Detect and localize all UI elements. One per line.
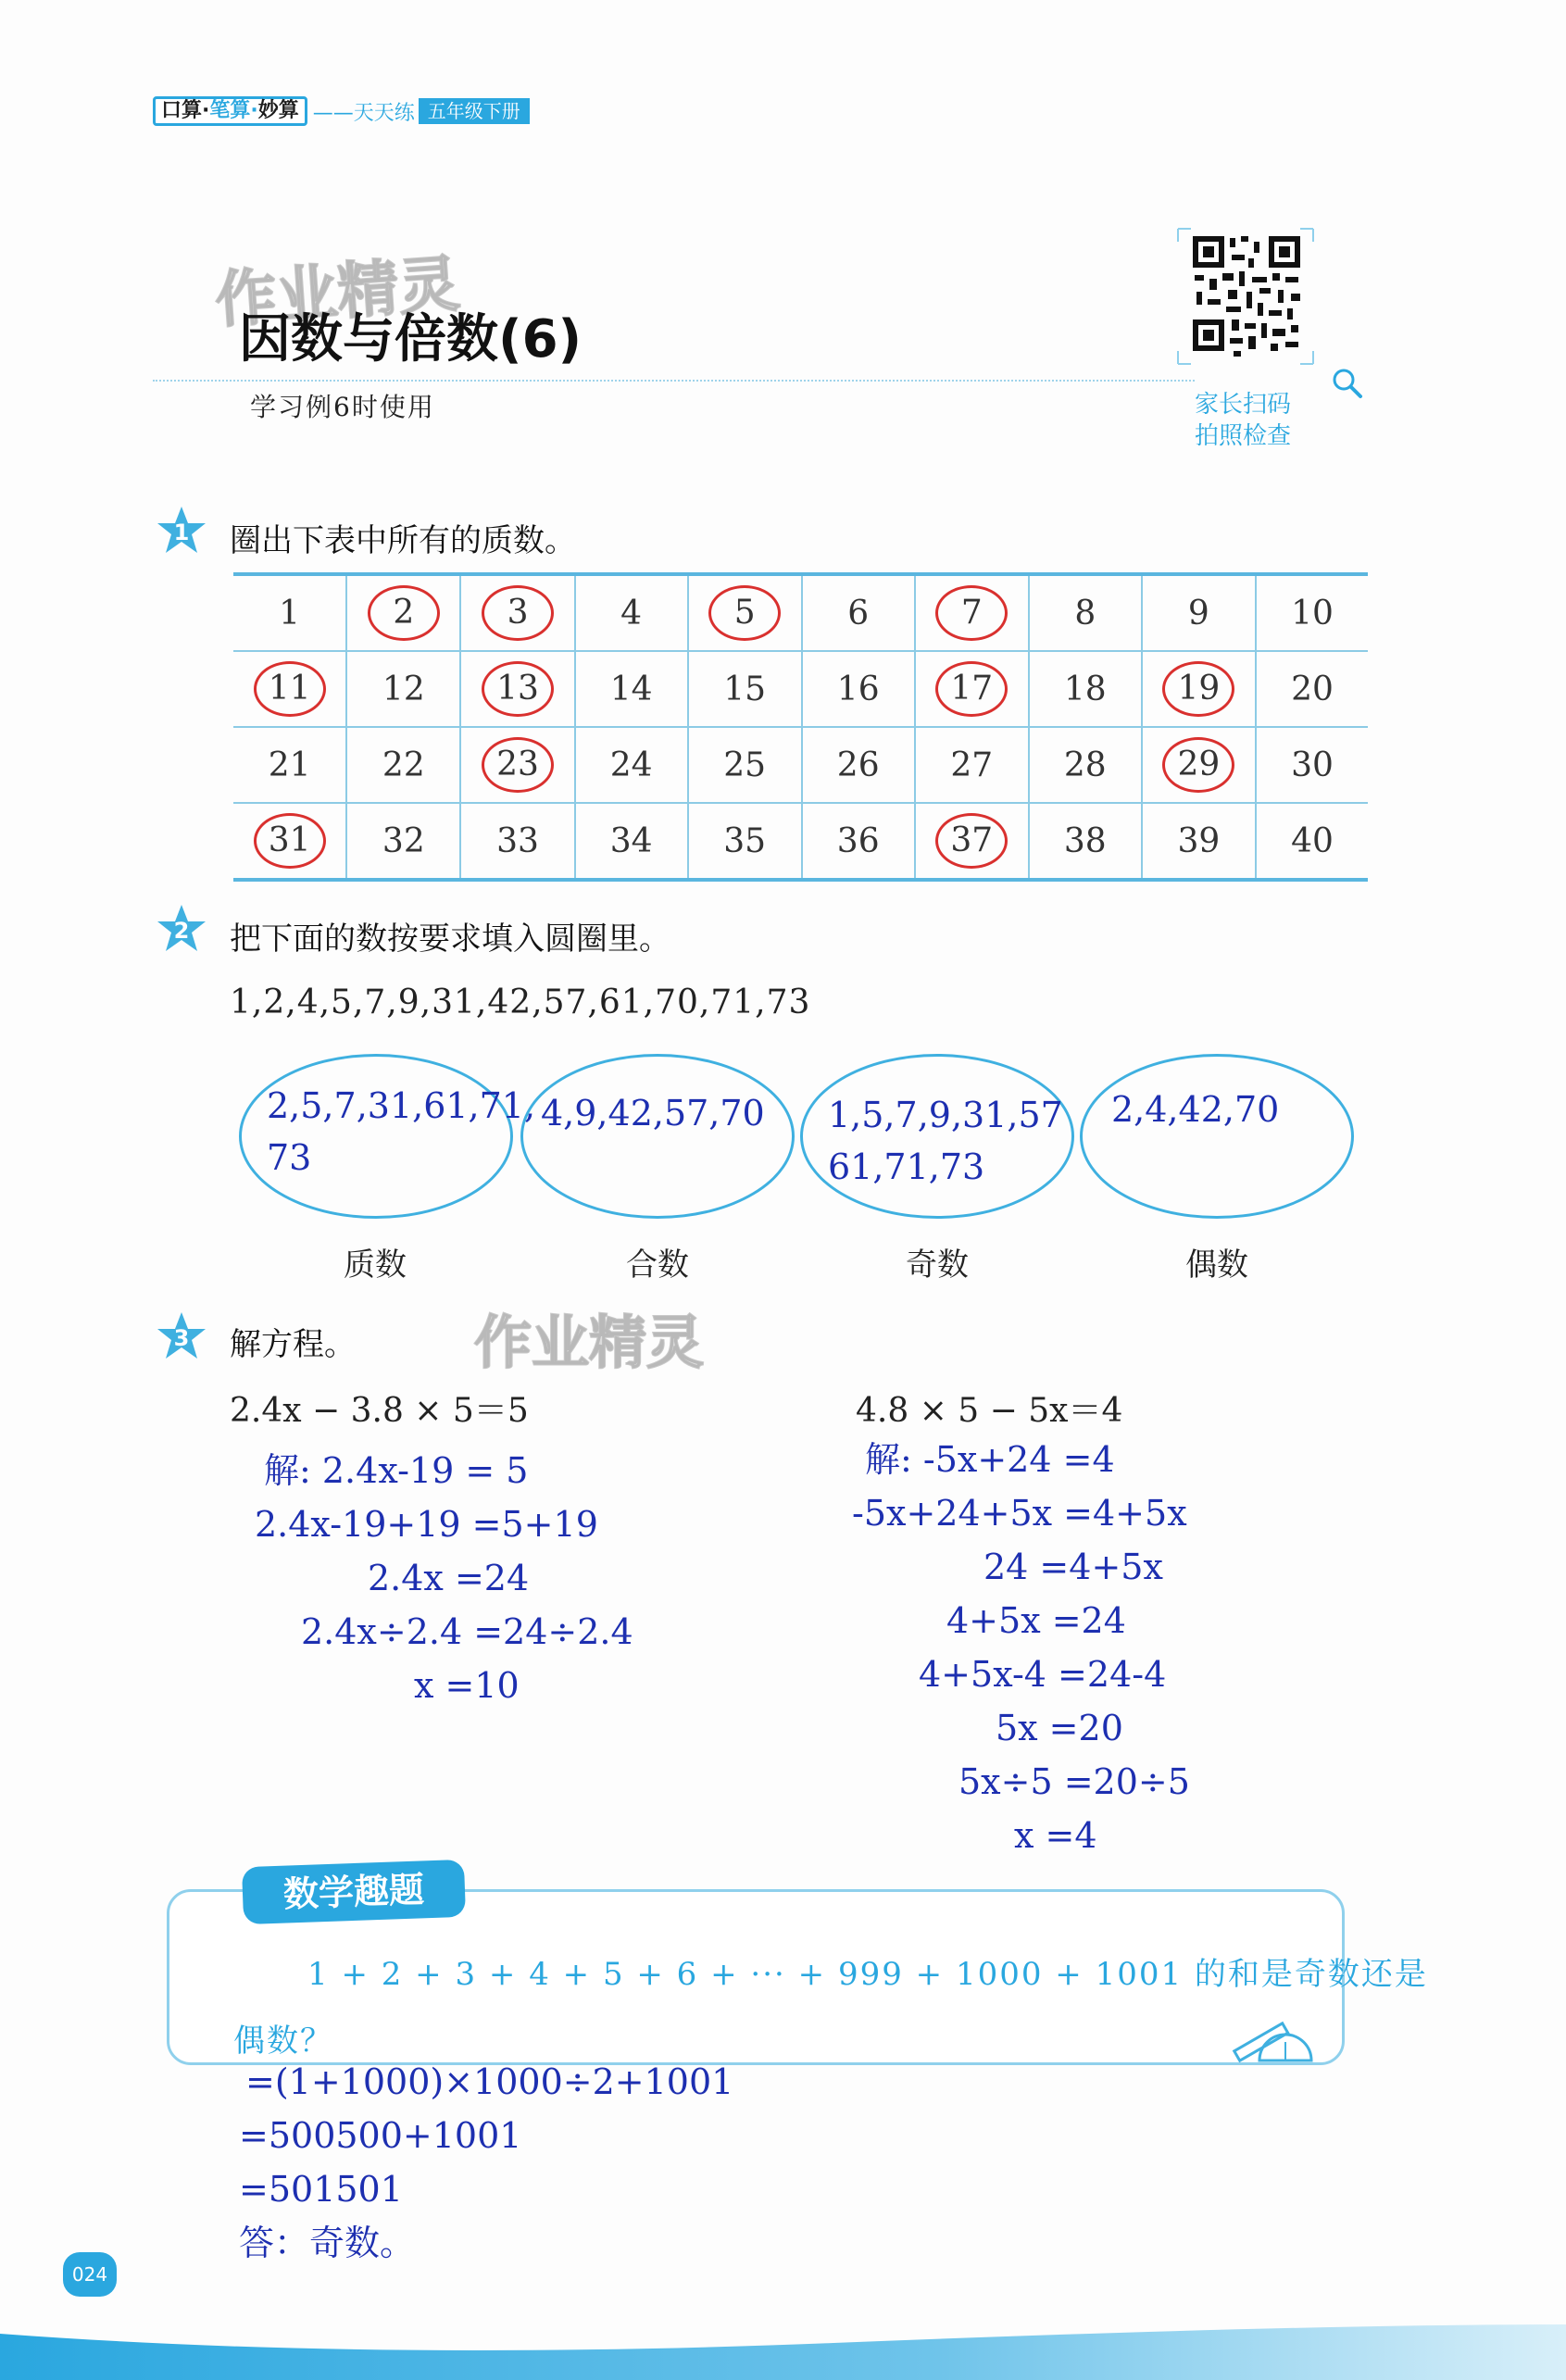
qr-code-icon[interactable] <box>1176 227 1315 366</box>
fun-answer-1: =(1+1000)×1000÷2+1001 <box>245 2061 734 2102</box>
eq2-step-6: 5x =20 <box>996 1708 1123 1748</box>
table-cell <box>802 651 915 727</box>
table-cell <box>346 727 460 803</box>
fun-answer-4: 答：奇数。 <box>239 2223 416 2263</box>
table-cell <box>575 727 688 803</box>
brand-part3: 妙算 <box>257 99 299 122</box>
table-row <box>233 803 1368 880</box>
eq1-step-1: 解: 2.4x-19 = 5 <box>264 1450 529 1491</box>
table-cell <box>688 727 802 803</box>
number-table <box>233 572 1368 882</box>
question-2-prompt: 把下面的数按要求填入圆圈里。 <box>230 921 670 958</box>
scan-line2: 拍照检查 <box>1195 422 1292 450</box>
question-2-badge-icon <box>156 903 207 955</box>
ellipse-even <box>1080 1054 1354 1219</box>
question-1-number: 1 <box>173 520 190 545</box>
cell-number: 33 <box>496 821 539 860</box>
ellipse-prime-line2: 73 <box>267 1137 312 1178</box>
table-cell <box>1029 574 1142 651</box>
magnifier-icon <box>1332 368 1363 399</box>
watermark-middle: 作业精灵 <box>474 1309 705 1376</box>
table-cell-circled <box>915 651 1029 727</box>
footer-wave <box>0 2306 1566 2380</box>
lesson-subtitle: 学习例6时使用 <box>250 392 435 422</box>
equation-1: 2.4x − 3.8 × 5＝5 <box>230 1392 529 1430</box>
cell-number: 16 <box>836 670 880 708</box>
cell-number: 3 <box>482 585 554 641</box>
header-dash-text: ——天天练 <box>312 101 415 125</box>
grade-tag: 五年级下册 <box>419 98 530 124</box>
eq2-step-8: x =4 <box>1014 1815 1097 1856</box>
ellipse-odd-line1: 1,5,7,9,31,57 <box>828 1095 1063 1135</box>
table-cell-circled <box>688 574 802 651</box>
table-cell <box>1142 803 1256 880</box>
question-3-badge-icon <box>156 1310 207 1362</box>
ellipse-prime-answer <box>267 1080 535 1184</box>
table-cell <box>1256 574 1368 651</box>
table-cell <box>1256 803 1368 880</box>
brand-box <box>153 96 307 126</box>
cell-number: 15 <box>723 670 767 708</box>
table-cell <box>1256 651 1368 727</box>
ruler-protractor-icon <box>1232 2010 1324 2074</box>
table-cell <box>915 727 1029 803</box>
fun-answer-3: =501501 <box>239 2169 403 2210</box>
table-cell-circled <box>460 727 574 803</box>
cell-number: 22 <box>382 745 425 784</box>
cell-number: 2 <box>368 585 440 641</box>
table-cell-circled <box>233 803 346 880</box>
eq2-step-7: 5x÷5 =20÷5 <box>958 1761 1190 1802</box>
number-list: 1,2,4,5,7,9,31,42,57,61,70,71,73 <box>230 983 811 1021</box>
cell-number: 36 <box>836 821 880 860</box>
label-odd: 奇数 <box>906 1246 969 1284</box>
table-cell <box>233 574 346 651</box>
label-even: 偶数 <box>1185 1246 1248 1284</box>
ellipse-even-answer <box>1111 1084 1279 1135</box>
cell-number: 23 <box>482 737 554 793</box>
cell-number: 8 <box>1074 594 1096 633</box>
eq1-step-2: 2.4x-19+19 =5+19 <box>255 1504 598 1545</box>
eq2-step-5: 4+5x-4 =24-4 <box>919 1654 1167 1695</box>
cell-number: 17 <box>935 661 1008 717</box>
question-1-prompt: 圈出下表中所有的质数。 <box>230 522 576 559</box>
table-row <box>233 574 1368 651</box>
cell-number: 27 <box>950 745 994 784</box>
table-cell <box>346 803 460 880</box>
table-cell-circled <box>460 574 574 651</box>
cell-number: 7 <box>935 585 1008 641</box>
cell-number: 11 <box>254 661 326 717</box>
table-cell <box>1256 727 1368 803</box>
cell-number: 13 <box>482 661 554 717</box>
equation-2: 4.8 × 5 − 5x＝4 <box>856 1392 1123 1430</box>
question-3-number: 3 <box>173 1325 190 1351</box>
scan-hint <box>1195 389 1291 452</box>
table-cell-circled <box>915 574 1029 651</box>
table-cell <box>575 651 688 727</box>
fun-question-line2: 偶数？ <box>233 2023 333 2060</box>
brand-part2: 笔算· <box>209 99 258 122</box>
cell-number: 32 <box>382 821 425 860</box>
label-composite: 合数 <box>626 1246 689 1284</box>
cell-number: 9 <box>1187 594 1209 633</box>
table-cell <box>575 803 688 880</box>
table-cell <box>1029 651 1142 727</box>
table-cell <box>346 651 460 727</box>
ellipse-odd-answer <box>828 1089 1063 1193</box>
cell-number: 20 <box>1291 670 1334 708</box>
cell-number: 39 <box>1177 821 1221 860</box>
table-cell-circled <box>346 574 460 651</box>
table-cell <box>688 651 802 727</box>
table-cell-circled <box>460 651 574 727</box>
ellipse-prime-line1: 2,5,7,31,61,71, <box>267 1085 536 1126</box>
cell-number: 21 <box>268 745 311 784</box>
cell-number: 18 <box>1063 670 1107 708</box>
brand-part1: 口算· <box>161 99 210 122</box>
table-row <box>233 727 1368 803</box>
page-title: 因数与倍数(6) <box>239 309 583 370</box>
cell-number: 4 <box>620 594 643 633</box>
fun-question-tag: 数学趣题 <box>242 1860 466 1924</box>
table-cell <box>1142 574 1256 651</box>
cell-number: 12 <box>382 670 425 708</box>
cell-number: 26 <box>836 745 880 784</box>
cell-number: 37 <box>935 813 1008 869</box>
table-cell-circled <box>915 803 1029 880</box>
cell-number: 10 <box>1291 594 1334 633</box>
ellipse-odd-line2: 61,71,73 <box>828 1146 985 1187</box>
label-prime: 质数 <box>344 1246 407 1284</box>
ellipse-composite-answer <box>541 1087 765 1139</box>
page-number: 024 <box>63 2252 117 2297</box>
cell-number: 25 <box>723 745 767 784</box>
question-2-number: 2 <box>173 918 190 944</box>
question-3-prompt: 解方程。 <box>230 1326 356 1363</box>
table-cell <box>688 803 802 880</box>
fun-question-line1: 1 + 2 + 3 + 4 + 5 + 6 + ··· + 999 + 1000 + 1001 的和是奇数还是 <box>307 1956 1428 1993</box>
cell-number: 28 <box>1063 745 1107 784</box>
eq2-step-4: 4+5x =24 <box>946 1600 1126 1641</box>
scan-line1: 家长扫码 <box>1195 391 1292 419</box>
table-cell <box>233 727 346 803</box>
table-cell <box>802 803 915 880</box>
eq1-step-5: x =10 <box>414 1665 520 1706</box>
table-cell <box>575 574 688 651</box>
cell-number: 40 <box>1291 821 1334 860</box>
table-cell <box>802 727 915 803</box>
cell-number: 34 <box>609 821 653 860</box>
table-cell-circled <box>1142 727 1256 803</box>
table-cell <box>1029 727 1142 803</box>
table-cell-circled <box>233 651 346 727</box>
fun-answer-2: =500500+1001 <box>239 2115 522 2156</box>
table-row <box>233 651 1368 727</box>
cell-number: 6 <box>847 594 870 633</box>
ellipse-even-line1: 2,4,42,70 <box>1111 1089 1280 1130</box>
eq2-step-1: 解: -5x+24 =4 <box>865 1439 1115 1480</box>
eq2-step-3: 24 =4+5x <box>983 1547 1163 1587</box>
table-cell <box>802 574 915 651</box>
cell-number: 19 <box>1162 661 1234 717</box>
cell-number: 30 <box>1291 745 1334 784</box>
cell-number: 24 <box>609 745 653 784</box>
eq2-step-2: -5x+24+5x =4+5x <box>852 1493 1187 1534</box>
table-cell-circled <box>1142 651 1256 727</box>
title-divider <box>153 380 1195 382</box>
cell-number: 38 <box>1063 821 1107 860</box>
cell-number: 29 <box>1162 737 1234 793</box>
eq1-step-3: 2.4x =24 <box>368 1558 530 1598</box>
eq1-step-4: 2.4x÷2.4 =24÷2.4 <box>301 1611 633 1652</box>
cell-number: 35 <box>723 821 767 860</box>
book-header <box>153 97 530 125</box>
cell-number: 31 <box>254 813 326 869</box>
cell-number: 1 <box>279 594 301 633</box>
table-cell <box>460 803 574 880</box>
table-cell <box>1029 803 1142 880</box>
question-1-badge-icon <box>156 505 207 557</box>
watermark-top: 作业精灵 <box>213 247 462 337</box>
cell-number: 14 <box>609 670 653 708</box>
ellipse-composite-line1: 4,9,42,57,70 <box>541 1093 765 1134</box>
cell-number: 5 <box>708 585 781 641</box>
